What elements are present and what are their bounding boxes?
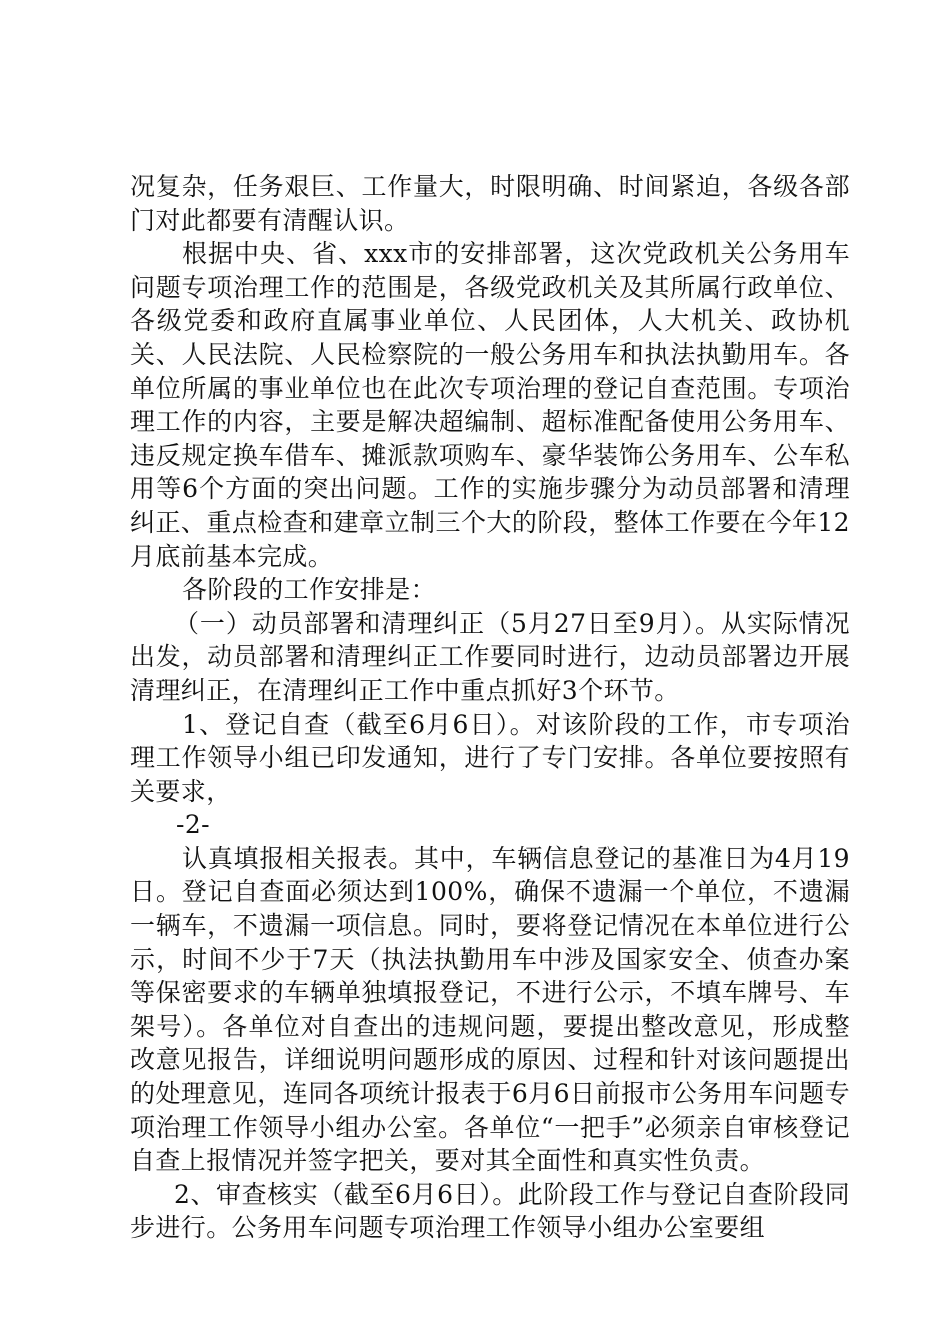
paragraph-scope: 根据中央、省、xxx市的安排部署，这次党政机关公务用车问题专项治理工作的范围是，各级党政机关及其所属行政单位、各级党委和政府直属事业单位、人民团体，人大机关、政协机关、人民法院、人民检察院的一般公务用车和执法执勤用车。各单位所属的事业单位也在此次专项治理的登记自查范围。专项治理工作的内容，主要是解决超编制、超标准配备使用公务用车、违反规定换车借车、摊派款项购车、豪华装饰公务用车、公车私用等6个方面的突出问题。工作的实施步骤分为动员部署和清理纠正、重点检查和建章立制三个大的阶段，整体工作要在今年12月底前基本完成。 bbox=[130, 239, 850, 571]
paragraph-review: 2、审查核实（截至6月6日）。此阶段工作与登记自查阶段同步进行。公务用车问题专项治理工作领导小组办公室要组 bbox=[130, 1179, 850, 1243]
paragraph-stage-one: （一）动员部署和清理纠正（5月27日至9月）。从实际情况出发，动员部署和清理纠正工作要同时进行，边动员部署边开展清理纠正，在清理纠正工作中重点抓好3个环节。 bbox=[130, 608, 850, 705]
document-body bbox=[130, 170, 850, 1245]
paragraph-stage-intro: 各阶段的工作安排是： bbox=[182, 575, 437, 605]
paragraph-report-forms: 认真填报相关报表。其中，车辆信息登记的基准日为4月19日。登记自查面必须达到100%，确保不遗漏一个单位，不遗漏一辆车，不遗漏一项信息。同时，要将登记情况在本单位进行公示，时间不少于7天（执法执勤用车中涉及国家安全、侦查办案等保密要求的车辆单独填报登记，不进行公示，不填车牌号、车架号）。各单位对自查出的违规问题，要提出整改意见，形成整改意见报告，详细说明问题形成的原因、过程和针对该问题提出的处理意见，连同各项统计报表于6月6日前报市公务用车问题专项治理工作领导小组办公室。各单位“一把手”必须亲自审核登记自查上报情况并签字把关，要对其全面性和真实性负责。 bbox=[130, 843, 850, 1176]
page-number: -2- bbox=[176, 810, 211, 840]
paragraph-self-check: 1、登记自查（截至6月6日）。对该阶段的工作，市专项治理工作领导小组已印发通知，进行了专门安排。各单位要按照有关要求， bbox=[130, 709, 850, 806]
paragraph-continuation: 况复杂，任务艰巨、工作量大，时限明确、时间紧迫，各级各部门对此都要有清醒认识。 bbox=[130, 172, 850, 235]
